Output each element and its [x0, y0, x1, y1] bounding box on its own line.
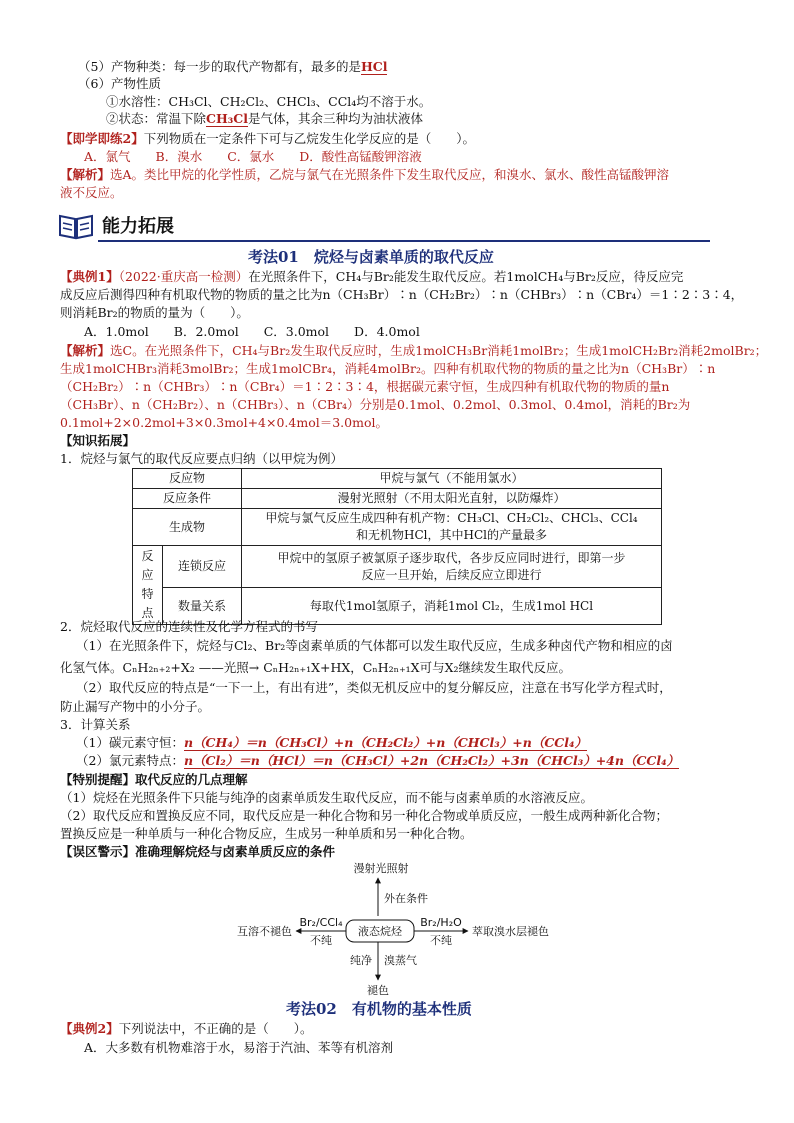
- table-cell: 反应条件: [133, 489, 242, 509]
- book-icon: [58, 210, 94, 240]
- example1-line3: 则消耗Br₂的物质的量为（ ）。: [60, 305, 249, 320]
- table-cell: 漫射光照射（不用太阳光直射，以防爆炸）: [242, 489, 662, 509]
- diagram-center-label: 液态烷烃: [358, 925, 402, 938]
- water-solubility-line: ①水溶性：CH₃Cl、CH₂Cl₂、CHCl₃、CCl₄均不溶于水。: [106, 94, 432, 109]
- example1-options: A．1.0mol B．2.0mol C．3.0mol D．4.0mol: [84, 324, 420, 339]
- example1-analysis-4: （CH₃Br）、n（CH₂Br₂）、n（CHBr₃）、n（CBr₄）分别是0.1mol、0.2mol、0.3mol、0.4mol，消耗的Br₂为: [60, 397, 691, 412]
- table-cell: 数量关系: [163, 588, 242, 625]
- table-row: [133, 546, 662, 588]
- kaofa02-title: 考法02 有机物的基本性质: [286, 1000, 472, 1018]
- table-cell: 甲烷与氯气（不能用氯水）: [242, 469, 662, 489]
- table-cell: 甲烷与氯气反应生成四种有机产物：CH₃Cl、CH₂Cl₂、CHCl₃、CCl₄ 和无机物HCl，其中HCl的产量最多: [242, 509, 662, 546]
- table-cell: 每取代1mol氢原子，消耗1mol Cl₂，生成1mol HCl: [242, 588, 662, 625]
- knowledge-ext-1: 1．烷烃与氯气的取代反应要点归纳（以甲烷为例）: [60, 451, 343, 466]
- special-tip-tag: 【特别提醒】取代反应的几点理解: [60, 772, 248, 787]
- table-row: [133, 489, 662, 509]
- example1-analysis-3: （CH₂Br₂）∶n（CHBr₃）∶n（CBr₄）＝1∶2∶3∶4，根据碳元素守恒，生成四种有机取代物的物质的量n: [60, 379, 670, 394]
- hcl-highlight: HCl: [360, 59, 388, 74]
- knowledge-ext-2a: （1）在光照条件下，烷烃与Cl₂、Br₂等卤素单质的气体都可以发生取代反应，生成多种卤代产物和相应的卤: [76, 638, 673, 653]
- practice2-question: 【即学即练2】下列物质在一定条件下可与乙烷发生化学反应的是（ ）。: [60, 131, 475, 146]
- diagram-bottom-edge-right: 溴蒸气: [384, 954, 417, 967]
- diagram-right-edge-top: Br₂/H₂O: [420, 916, 462, 929]
- example1-line1: 【典例1】（2022·重庆高一检测）在光照条件下，CH₄与Br₂能发生取代反应。若1molCH₄与Br₂反应，待反应完: [60, 269, 684, 284]
- table-cell: 甲烷中的氢原子被氯原子逐步取代，各步反应同时进行，即第一步 反应一旦开始，后续反应立即进行: [242, 546, 662, 588]
- practice2-analysis-cont: 液不反应。: [60, 185, 123, 200]
- example2-question: 【典例2】下列说法中，不正确的是（ ）。: [60, 1021, 313, 1036]
- table-cell: 连锁反应: [163, 546, 242, 588]
- special-tip-2a: （2）取代反应和置换反应不同，取代反应是一种化合物和另一种化合物或单质反应，一般生成两种新化合物；: [60, 808, 668, 823]
- table-row: [133, 509, 662, 546]
- special-tip-2b: 置换反应是一种单质与一种化合物反应，生成另一种单质和另一种化合物。: [60, 826, 473, 841]
- carbon-conservation: （1）碳元素守恒：n（CH₄）＝n（CH₃Cl）+n（CH₂Cl₂）+n（CHCl₃）+n（CCl₄）: [76, 735, 587, 750]
- section-divider: [98, 240, 710, 242]
- table-row: [133, 469, 662, 489]
- diagram-left-label: 互溶不褪色: [237, 925, 292, 938]
- knowledge-ext-2b: 化氢气体。CₙH₂ₙ₊₂+X₂ ——光照→ CₙH₂ₙ₊₁X+HX，CₙH₂ₙ₊₁X可与X₂继续发生取代反应。: [60, 660, 571, 675]
- knowledge-ext-3: 3．计算关系: [60, 717, 131, 732]
- knowledge-ext-tag: 【知识拓展】: [60, 433, 136, 448]
- substitution-table: [132, 468, 662, 625]
- product-types-line: （5）产物种类：每一步的取代产物都有，最多的是HCl: [78, 59, 388, 74]
- example1-analysis-1: 【解析】选C。在光照条件下，CH₄与Br₂发生取代反应时，生成1molCH₃Br消耗1molBr₂；生成1molCH₂Br₂消耗2molBr₂；: [60, 343, 768, 358]
- state-line: ②状态：常温下除CH₃Cl是气体，其余三种均为油状液体: [106, 111, 423, 126]
- ch3cl-highlight: CH₃Cl: [206, 111, 248, 126]
- practice2-analysis: 【解析】选A。类比甲烷的化学性质，乙烷与氯气在光照条件下发生取代反应，和溴水、氯水、酸性高锰酸钾溶: [60, 167, 670, 182]
- diagram-bottom-edge-left: 纯净: [350, 954, 372, 967]
- example2-option-a: A．大多数有机物难溶于水，易溶于汽油、苯等有机溶剂: [84, 1040, 394, 1055]
- example1-line2: 成反应后测得四种有机取代物的物质的量之比为n（CH₃Br）∶n（CH₂Br₂）∶n（CHBr₃）∶n（CBr₄）＝1∶2∶3∶4，: [60, 287, 744, 302]
- diagram-left-edge-top: Br₂/CCl₄: [299, 916, 343, 929]
- example1-analysis-5: 0.1mol+2×0.2mol+3×0.3mol+4×0.4mol＝3.0mol。: [60, 415, 388, 430]
- section-title: 能力拓展: [102, 216, 174, 237]
- kaofa01-title: 考法01 烷烃与卤素单质的取代反应: [248, 248, 494, 266]
- knowledge-ext-2: 2．烷烃取代反应的连续性及化学方程式的书写: [60, 619, 318, 634]
- diagram-right-edge-bottom: 不纯: [430, 934, 452, 947]
- misconception-tag: 【误区警示】准确理解烷烃与卤素单质反应的条件: [60, 844, 336, 859]
- reaction-condition-diagram: [228, 860, 568, 1000]
- chlorine-feature: （2）氯元素特点：n（Cl₂）＝n（HCl）＝n（CH₃Cl）+2n（CH₂Cl₂）+3n（CHCl₃）+4n（CCl₄）: [76, 753, 680, 768]
- practice2-options: A．氯气 B．溴水 C．氯水 D．酸性高锰酸钾溶液: [84, 149, 422, 164]
- diagram-bottom-label: 褪色: [367, 984, 389, 997]
- knowledge-ext-2c: （2）取代反应的特点是“一下一上，有出有进”，类似无机反应中的复分解反应，注意在书写化学方程式时，: [76, 680, 672, 695]
- product-properties-heading: （6）产物性质: [78, 76, 161, 91]
- table-cell: 反应特点: [133, 546, 163, 625]
- special-tip-1: （1）烷烃在光照条件下只能与纯净的卤素单质发生取代反应，而不能与卤素单质的水溶液反应。: [60, 790, 593, 805]
- table-cell: 生成物: [133, 509, 242, 546]
- knowledge-ext-2d: 防止漏写产物中的小分子。: [60, 699, 211, 714]
- diagram-top-label: 漫射光照射: [353, 862, 409, 875]
- example1-analysis-2: 生成1molCHBr₃消耗3molBr₂；生成1molCBr₄，消耗4molBr₂。四种有机取代物的物质的量之比为n（CH₃Br）∶n: [60, 361, 716, 376]
- diagram-top-edge: 外在条件: [384, 892, 428, 905]
- table-cell: 反应物: [133, 469, 242, 489]
- diagram-left-edge-bottom: 不纯: [310, 934, 332, 947]
- diagram-right-label: 萃取溴水层褪色: [472, 925, 549, 938]
